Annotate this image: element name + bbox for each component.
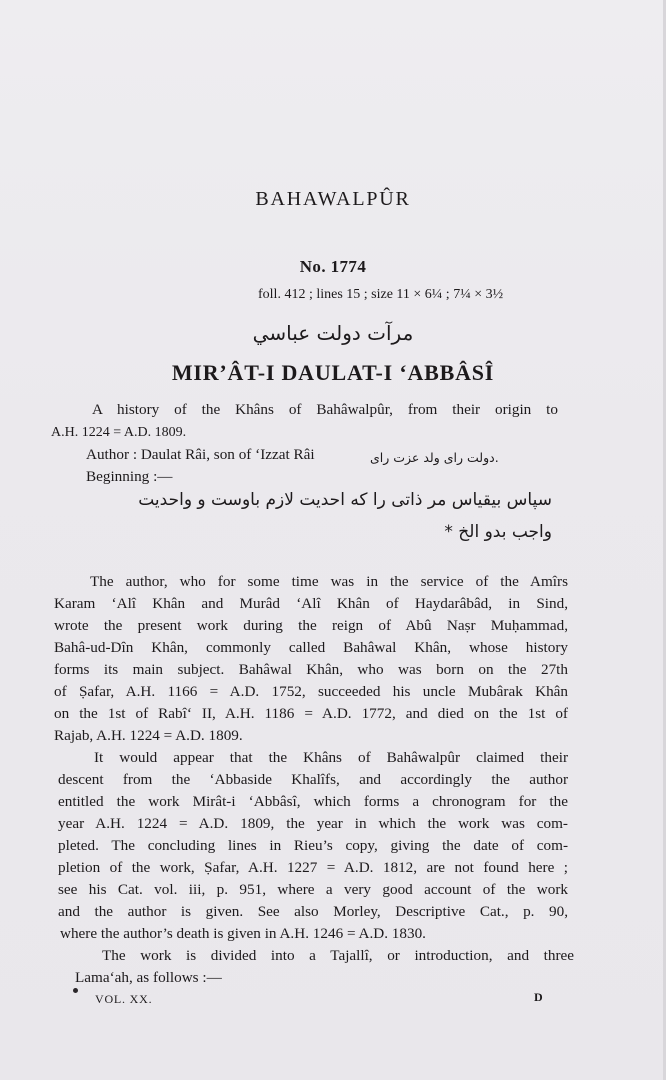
author-label: Author : Daulat Râi, son of ‘Izzat Râi: [86, 446, 315, 463]
paragraph-line: of Ṣafar, A.H. 1166 = A.D. 1752, succeeded his uncle Mubârak Khân: [54, 683, 568, 700]
running-title: BAHAWALPÛR: [255, 188, 411, 210]
paragraph-line: Rajab, A.H. 1224 = A.D. 1809.: [54, 727, 243, 744]
paragraph-line: see his Cat. vol. iii, p. 951, where a very good account of the work: [58, 881, 568, 898]
ink-blot: [73, 988, 78, 993]
paragraph-line: It would appear that the Khâns of Bahâwalpûr claimed their: [94, 749, 568, 766]
paragraph-line: Bahâ-ud-Dîn Khân, commonly called Bahâwal Khân, whose history: [54, 639, 568, 656]
paragraph-line: wrote the present work during the reign of Abû Naṣr Muḥammad,: [54, 617, 568, 634]
description-line: A.H. 1224 = A.D. 1809.: [51, 425, 187, 440]
author-persian: دولت راى ولد عزت راى.: [370, 450, 499, 465]
paragraph-line: and the author is given. See also Morley, Descriptive Cat., p. 90,: [58, 903, 568, 920]
paragraph-line: descent from the ‘Abbaside Khalîfs, and accordingly the author: [58, 771, 568, 788]
volume-signature: VOL. XX.: [95, 992, 153, 1006]
beginning-persian-line: سپاس بيقياس مر ذاتى را كه احديت لازم باوست و واحديت: [138, 490, 552, 510]
paragraph-line: pleted. The concluding lines in Rieu’s copy, giving the date of com-: [58, 837, 568, 854]
paragraph-line: on the 1st of Rabî‘ II, A.H. 1186 = A.D. 1772, and died on the 1st of: [54, 705, 568, 722]
manuscript-number: No. 1774: [299, 257, 367, 276]
paragraph-line: pletion of the work, Ṣafar, A.H. 1227 = A.D. 1812, are not found here ;: [58, 859, 568, 876]
paragraph-line: entitled the work Mirât-i ‘Abbâsî, which forms a chronogram for the: [58, 793, 568, 810]
collation-line: foll. 412 ; lines 15 ; size 11 × 6¼ ; 7¼ × 3½: [258, 287, 504, 302]
paragraph-line: forms its main subject. Bahâwal Khân, who was born on the 27th: [54, 661, 568, 678]
latin-title: MIR’ÂT-I DAULAT-I ‘ABBÂSÎ: [171, 360, 495, 385]
gathering-signature: D: [534, 990, 543, 1004]
paragraph-line: where the author’s death is given in A.H. 1246 = A.D. 1830.: [60, 925, 426, 942]
paragraph-line: year A.H. 1224 = A.D. 1809, the year in which the work was com-: [58, 815, 568, 832]
paragraph-line: Karam ‘Alî Khân and Murâd ‘Alî Khân of Haydarâbâd, in Sind,: [54, 595, 568, 612]
paragraph-line: Lama‘ah, as follows :—: [75, 969, 222, 986]
description-line: A history of the Khâns of Bahâwalpûr, from their origin to: [92, 401, 558, 418]
paragraph-line: The work is divided into a Tajallî, or introduction, and three: [102, 947, 574, 964]
beginning-label: Beginning :—: [86, 468, 173, 485]
beginning-persian-line: واجب بدو الخ *: [444, 522, 552, 542]
persian-title: مرآت دولت عباسي: [252, 321, 414, 345]
paragraph-line: The author, who for some time was in the service of the Amîrs: [90, 573, 568, 590]
